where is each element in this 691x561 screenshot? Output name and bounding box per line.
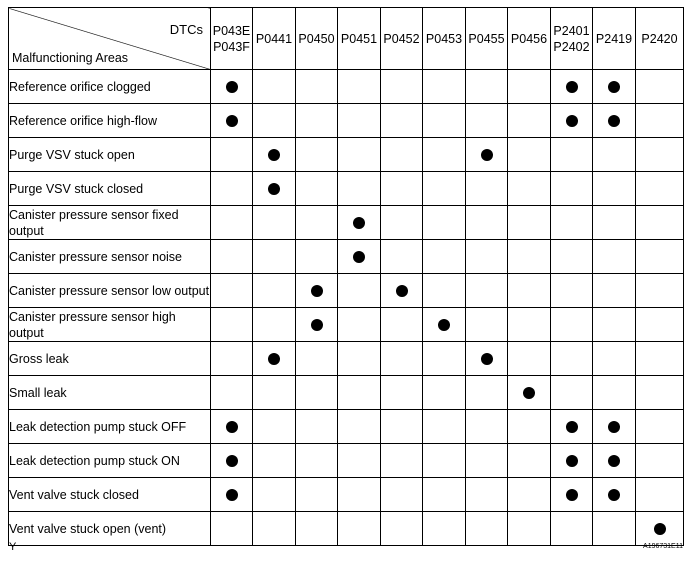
dtc-cell bbox=[296, 206, 338, 240]
dtc-cell bbox=[253, 206, 296, 240]
footer-left-mark: Y bbox=[9, 541, 17, 553]
dtc-cell bbox=[381, 342, 423, 376]
dtc-cell bbox=[636, 138, 684, 172]
malfunction-area-label: Canister pressure sensor noise bbox=[9, 240, 211, 274]
dtc-cell bbox=[551, 104, 593, 138]
dtc-column-header: P0441 bbox=[253, 8, 296, 70]
table-row bbox=[9, 342, 684, 376]
applicable-dot-icon bbox=[608, 81, 620, 93]
malfunction-area-label: Gross leak bbox=[9, 342, 211, 376]
applicable-dot-icon bbox=[654, 523, 666, 535]
dtc-cell bbox=[211, 410, 253, 444]
malfunction-area-label: Leak detection pump stuck ON bbox=[9, 444, 211, 478]
applicable-dot-icon bbox=[226, 455, 238, 467]
dtc-cell bbox=[381, 512, 423, 546]
dtc-cell bbox=[253, 342, 296, 376]
dtc-cell bbox=[253, 308, 296, 342]
dtc-cell bbox=[296, 444, 338, 478]
applicable-dot-icon bbox=[311, 285, 323, 297]
dtc-cell bbox=[253, 376, 296, 410]
dtc-cell bbox=[296, 274, 338, 308]
dtc-cell bbox=[253, 240, 296, 274]
dtc-cell bbox=[381, 104, 423, 138]
dtc-cell bbox=[381, 172, 423, 206]
dtc-column-header: P2419 bbox=[593, 8, 636, 70]
dtc-cell bbox=[636, 104, 684, 138]
dtc-cell bbox=[551, 342, 593, 376]
malfunction-area-label: Reference orifice high-flow bbox=[9, 104, 211, 138]
dtc-cell bbox=[381, 70, 423, 104]
dtc-cell bbox=[296, 342, 338, 376]
dtc-cell bbox=[211, 444, 253, 478]
table-row bbox=[9, 206, 684, 240]
applicable-dot-icon bbox=[268, 353, 280, 365]
dtc-cell bbox=[636, 240, 684, 274]
table-row bbox=[9, 308, 684, 342]
dtc-cell bbox=[338, 274, 381, 308]
dtc-cell bbox=[593, 512, 636, 546]
dtc-column-header: P0456 bbox=[508, 8, 551, 70]
dtc-cell bbox=[636, 70, 684, 104]
dtc-column-header: P0453 bbox=[423, 8, 466, 70]
dtc-cell bbox=[593, 240, 636, 274]
dtc-cell bbox=[253, 104, 296, 138]
applicable-dot-icon bbox=[353, 251, 365, 263]
dtc-cell bbox=[636, 512, 684, 546]
dtc-cell bbox=[253, 274, 296, 308]
malfunction-area-label: Small leak bbox=[9, 376, 211, 410]
dtc-cell bbox=[211, 70, 253, 104]
dtc-cell bbox=[253, 70, 296, 104]
dtc-cell bbox=[423, 342, 466, 376]
dtc-cell bbox=[338, 206, 381, 240]
dtc-cell bbox=[423, 206, 466, 240]
table-body bbox=[9, 70, 684, 546]
dtc-cell bbox=[338, 512, 381, 546]
dtc-cell bbox=[296, 104, 338, 138]
table-row bbox=[9, 138, 684, 172]
malfunction-area-label: Purge VSV stuck closed bbox=[9, 172, 211, 206]
malfunctioning-areas-label: Malfunctioning Areas bbox=[12, 51, 129, 65]
dtc-cell bbox=[508, 138, 551, 172]
applicable-dot-icon bbox=[268, 183, 280, 195]
dtc-cell bbox=[636, 172, 684, 206]
dtc-cell bbox=[296, 512, 338, 546]
applicable-dot-icon bbox=[226, 81, 238, 93]
dtc-cell bbox=[381, 410, 423, 444]
dtc-cell bbox=[381, 444, 423, 478]
figure-id: A196731E11 bbox=[643, 543, 683, 550]
dtc-cell bbox=[466, 70, 508, 104]
dtc-cell bbox=[338, 70, 381, 104]
dtc-cell bbox=[296, 410, 338, 444]
dtc-cell bbox=[508, 70, 551, 104]
dtc-cell bbox=[636, 376, 684, 410]
dtc-cell bbox=[593, 444, 636, 478]
table-row bbox=[9, 240, 684, 274]
dtc-cell bbox=[466, 206, 508, 240]
dtc-cell bbox=[253, 172, 296, 206]
dtc-cell bbox=[211, 342, 253, 376]
dtc-cell bbox=[211, 512, 253, 546]
dtc-cell bbox=[508, 240, 551, 274]
dtc-column-header: P043E P043F bbox=[211, 8, 253, 70]
dtc-cell bbox=[338, 240, 381, 274]
dtc-cell bbox=[551, 376, 593, 410]
dtc-cell bbox=[593, 70, 636, 104]
dtc-cell bbox=[551, 478, 593, 512]
dtc-column-header: P0450 bbox=[296, 8, 338, 70]
dtc-malfunction-table bbox=[8, 7, 684, 546]
table-row bbox=[9, 478, 684, 512]
applicable-dot-icon bbox=[608, 489, 620, 501]
table-corner-header bbox=[9, 8, 211, 70]
dtc-cell bbox=[593, 104, 636, 138]
dtc-cell bbox=[466, 172, 508, 206]
dtc-cell bbox=[593, 172, 636, 206]
applicable-dot-icon bbox=[523, 387, 535, 399]
dtc-cell bbox=[508, 172, 551, 206]
dtc-column-header: P2401 P2402 bbox=[551, 8, 593, 70]
dtc-cell bbox=[466, 138, 508, 172]
dtc-cell bbox=[253, 444, 296, 478]
dtc-cell bbox=[296, 308, 338, 342]
dtc-cell bbox=[508, 308, 551, 342]
table-row bbox=[9, 172, 684, 206]
dtc-cell bbox=[338, 444, 381, 478]
dtc-cell bbox=[381, 138, 423, 172]
dtc-cell bbox=[593, 410, 636, 444]
dtc-cell bbox=[253, 410, 296, 444]
dtc-cell bbox=[381, 308, 423, 342]
header-row bbox=[9, 8, 684, 70]
dtc-cell bbox=[423, 410, 466, 444]
dtc-cell bbox=[381, 274, 423, 308]
dtc-cell bbox=[551, 512, 593, 546]
dtc-cell bbox=[338, 410, 381, 444]
dtc-cell bbox=[423, 104, 466, 138]
dtc-cell bbox=[338, 172, 381, 206]
dtc-cell bbox=[593, 206, 636, 240]
applicable-dot-icon bbox=[566, 455, 578, 467]
dtc-cell bbox=[551, 240, 593, 274]
dtc-cell bbox=[253, 512, 296, 546]
malfunction-area-label: Reference orifice clogged bbox=[9, 70, 211, 104]
dtc-cell bbox=[593, 308, 636, 342]
dtc-cell bbox=[211, 274, 253, 308]
dtc-cell bbox=[423, 444, 466, 478]
applicable-dot-icon bbox=[438, 319, 450, 331]
malfunction-area-label: Canister pressure sensor low output bbox=[9, 274, 211, 308]
dtc-cell bbox=[381, 478, 423, 512]
dtc-cell bbox=[466, 104, 508, 138]
dtc-cell bbox=[338, 104, 381, 138]
dtc-cell bbox=[466, 308, 508, 342]
dtc-cell bbox=[636, 342, 684, 376]
dtc-cell bbox=[593, 342, 636, 376]
malfunction-area-label: Purge VSV stuck open bbox=[9, 138, 211, 172]
dtc-cell bbox=[423, 376, 466, 410]
dtc-cell bbox=[508, 410, 551, 444]
dtc-cell bbox=[423, 70, 466, 104]
dtc-cell bbox=[211, 376, 253, 410]
dtc-cell bbox=[551, 206, 593, 240]
applicable-dot-icon bbox=[226, 421, 238, 433]
applicable-dot-icon bbox=[608, 421, 620, 433]
applicable-dot-icon bbox=[481, 353, 493, 365]
applicable-dot-icon bbox=[353, 217, 365, 229]
dtc-cell bbox=[593, 138, 636, 172]
applicable-dot-icon bbox=[566, 115, 578, 127]
dtc-cell bbox=[423, 512, 466, 546]
applicable-dot-icon bbox=[268, 149, 280, 161]
dtc-cell bbox=[296, 70, 338, 104]
table-row bbox=[9, 70, 684, 104]
dtc-cell bbox=[423, 274, 466, 308]
table-row bbox=[9, 444, 684, 478]
dtc-cell bbox=[508, 342, 551, 376]
table-row bbox=[9, 512, 684, 546]
dtc-cell bbox=[211, 308, 253, 342]
table-row bbox=[9, 376, 684, 410]
dtc-cell bbox=[636, 410, 684, 444]
dtc-cell bbox=[423, 308, 466, 342]
dtc-cell bbox=[551, 410, 593, 444]
dtc-cell bbox=[296, 376, 338, 410]
dtc-cell bbox=[593, 274, 636, 308]
dtc-cell bbox=[636, 206, 684, 240]
table-row bbox=[9, 104, 684, 138]
malfunction-area-label: Leak detection pump stuck OFF bbox=[9, 410, 211, 444]
dtc-cell bbox=[211, 206, 253, 240]
applicable-dot-icon bbox=[226, 115, 238, 127]
dtc-cell bbox=[423, 172, 466, 206]
dtc-cell bbox=[296, 138, 338, 172]
malfunction-area-label: Canister pressure sensor high output bbox=[9, 308, 211, 342]
dtc-cell bbox=[508, 512, 551, 546]
applicable-dot-icon bbox=[481, 149, 493, 161]
applicable-dot-icon bbox=[608, 115, 620, 127]
dtc-cell bbox=[338, 376, 381, 410]
dtc-column-header: P0455 bbox=[466, 8, 508, 70]
applicable-dot-icon bbox=[566, 81, 578, 93]
dtc-cell bbox=[593, 478, 636, 512]
dtc-cell bbox=[423, 478, 466, 512]
applicable-dot-icon bbox=[566, 421, 578, 433]
applicable-dot-icon bbox=[566, 489, 578, 501]
dtc-cell bbox=[551, 70, 593, 104]
dtc-cell bbox=[508, 206, 551, 240]
dtc-cell bbox=[551, 138, 593, 172]
dtc-cell bbox=[551, 274, 593, 308]
dtc-cell bbox=[338, 308, 381, 342]
dtc-cell bbox=[551, 444, 593, 478]
dtc-cell bbox=[466, 444, 508, 478]
dtc-cell bbox=[338, 342, 381, 376]
dtc-cell bbox=[338, 478, 381, 512]
dtc-cell bbox=[508, 444, 551, 478]
dtc-cell bbox=[466, 410, 508, 444]
dtc-cell bbox=[466, 376, 508, 410]
dtc-cell bbox=[381, 206, 423, 240]
dtc-cell bbox=[211, 104, 253, 138]
dtc-column-header: P0452 bbox=[381, 8, 423, 70]
dtcs-label: DTCs bbox=[169, 22, 203, 37]
dtc-cell bbox=[338, 138, 381, 172]
dtc-cell bbox=[508, 376, 551, 410]
dtc-cell bbox=[296, 478, 338, 512]
dtc-column-header: P0451 bbox=[338, 8, 381, 70]
dtc-cell bbox=[508, 274, 551, 308]
malfunction-area-label: Vent valve stuck closed bbox=[9, 478, 211, 512]
table-row bbox=[9, 410, 684, 444]
dtc-cell bbox=[423, 138, 466, 172]
dtc-cell bbox=[466, 478, 508, 512]
dtc-cell bbox=[211, 478, 253, 512]
dtc-cell bbox=[296, 172, 338, 206]
dtc-cell bbox=[508, 104, 551, 138]
dtc-cell bbox=[296, 240, 338, 274]
dtc-cell bbox=[253, 138, 296, 172]
applicable-dot-icon bbox=[608, 455, 620, 467]
table-row bbox=[9, 274, 684, 308]
dtc-column-header: P2420 bbox=[636, 8, 684, 70]
dtc-cell bbox=[593, 376, 636, 410]
dtc-cell bbox=[466, 240, 508, 274]
dtc-cell bbox=[211, 138, 253, 172]
dtc-cell bbox=[466, 512, 508, 546]
dtc-cell bbox=[636, 274, 684, 308]
dtc-cell bbox=[211, 240, 253, 274]
dtc-cell bbox=[253, 478, 296, 512]
dtc-cell bbox=[211, 172, 253, 206]
dtc-cell bbox=[508, 478, 551, 512]
dtc-cell bbox=[381, 240, 423, 274]
applicable-dot-icon bbox=[226, 489, 238, 501]
dtc-cell bbox=[551, 308, 593, 342]
dtc-cell bbox=[466, 274, 508, 308]
malfunction-area-label: Canister pressure sensor fixed output bbox=[9, 206, 211, 240]
applicable-dot-icon bbox=[396, 285, 408, 297]
dtc-cell bbox=[551, 172, 593, 206]
malfunction-area-label: Vent valve stuck open (vent) bbox=[9, 512, 211, 546]
applicable-dot-icon bbox=[311, 319, 323, 331]
dtc-cell bbox=[636, 308, 684, 342]
dtc-cell bbox=[423, 240, 466, 274]
dtc-cell bbox=[636, 444, 684, 478]
dtc-cell bbox=[466, 342, 508, 376]
dtc-cell bbox=[381, 376, 423, 410]
dtc-cell bbox=[636, 478, 684, 512]
